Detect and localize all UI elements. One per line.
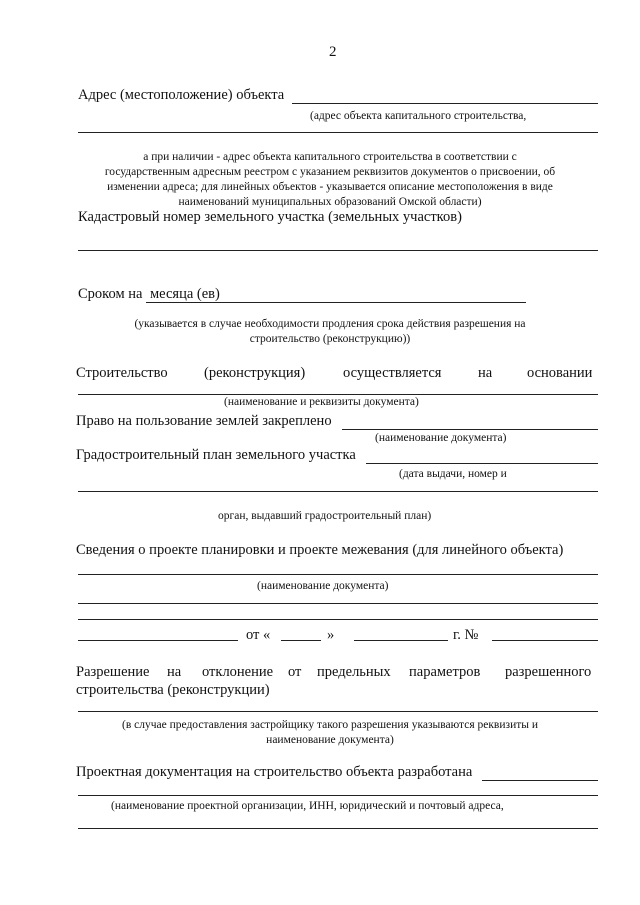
page-number: 2 (329, 44, 337, 60)
gpzu-hint-2: орган, выдавший градостроительный план) (218, 510, 432, 522)
cadastral-line (78, 250, 598, 251)
basis-hint: (наименование и реквизиты документа) (224, 396, 419, 408)
term-line (146, 302, 526, 303)
term-value: месяца (ев) (150, 286, 220, 302)
planning-label: Сведения о проекте планировки и проекте межевания (для линейного объекта) (76, 542, 564, 558)
basis-word: (реконструкция) (204, 365, 306, 381)
deviation-word: отклонение (202, 664, 274, 680)
deviation-word: разрешенного (505, 664, 592, 680)
land-right-line (342, 429, 598, 430)
deviation-hint-line: наименование документа) (266, 734, 394, 746)
address-label: Адрес (местоположение) объекта (78, 87, 285, 103)
planning-number-blank (492, 640, 598, 641)
gpzu-line-2 (78, 491, 598, 492)
address-line (292, 103, 598, 104)
project-line (482, 780, 598, 781)
planning-blank-1 (78, 640, 238, 641)
deviation-word: на (167, 664, 182, 680)
address-hint-line: а при наличии - адрес объекта капитального строительства в соответствии с (143, 151, 517, 163)
basis-word: Строительство (76, 365, 168, 381)
planning-day-blank (281, 640, 321, 641)
term-hint-line: строительство (реконструкцию)) (249, 333, 411, 345)
deviation-word: параметров (409, 664, 481, 680)
planning-month-blank (354, 640, 448, 641)
planning-close-quote: » (327, 627, 335, 643)
deviation-line-2-text: строительства (реконструкции) (76, 682, 270, 698)
address-hint: (адрес объекта капитального строительства, (310, 110, 527, 122)
address-line-2 (78, 132, 598, 133)
term-label: Сроком на (78, 286, 143, 302)
gpzu-line (366, 463, 598, 464)
land-right-hint: (наименование документа) (375, 432, 507, 444)
planning-line (78, 574, 598, 575)
project-label: Проектная документация на строительство объекта разработана (76, 764, 473, 780)
basis-word: осуществляется (343, 365, 442, 381)
deviation-word: предельных (317, 664, 391, 680)
land-right-label: Право на пользование землей закреплено (76, 413, 332, 429)
cadastral-label: Кадастровый номер земельного участка (земельных участков) (78, 209, 462, 225)
basis-word: основании (527, 365, 593, 381)
address-hint-block (60, 150, 600, 210)
deviation-hint (60, 718, 600, 748)
deviation-line (78, 711, 598, 712)
gpzu-label: Градостроительный план земельного участка (76, 447, 356, 463)
project-line-2 (78, 795, 598, 796)
term-hint (60, 317, 600, 347)
project-line-3 (78, 828, 598, 829)
gpzu-hint-1: (дата выдачи, номер и (399, 468, 507, 480)
planning-line-2 (78, 603, 598, 604)
deviation-hint-line: (в случае предоставления застройщику такого разрешения указываются реквизиты и (122, 719, 538, 731)
address-hint-line: государственным адресным реестром с указанием реквизитов документов о присвоении, об (104, 166, 556, 178)
basis-line (78, 394, 598, 395)
project-hint: (наименование проектной организации, ИНН, юридический и почтовый адреса, (111, 800, 504, 812)
planning-number: г. № (453, 627, 479, 643)
basis-word: на (478, 365, 493, 381)
term-hint-line: (указывается в случае необходимости продления срока действия разрешения на (134, 318, 526, 330)
planning-line-3 (78, 619, 598, 620)
planning-from: от « (246, 627, 271, 643)
address-hint-line: наименований муниципальных образований Омской области) (178, 196, 482, 208)
planning-hint: (наименование документа) (257, 580, 389, 592)
deviation-word: от (288, 664, 302, 680)
deviation-word: Разрешение (76, 664, 150, 680)
address-hint-line: изменении адреса; для линейных объектов - указывается описание местоположения в виде (107, 181, 553, 193)
